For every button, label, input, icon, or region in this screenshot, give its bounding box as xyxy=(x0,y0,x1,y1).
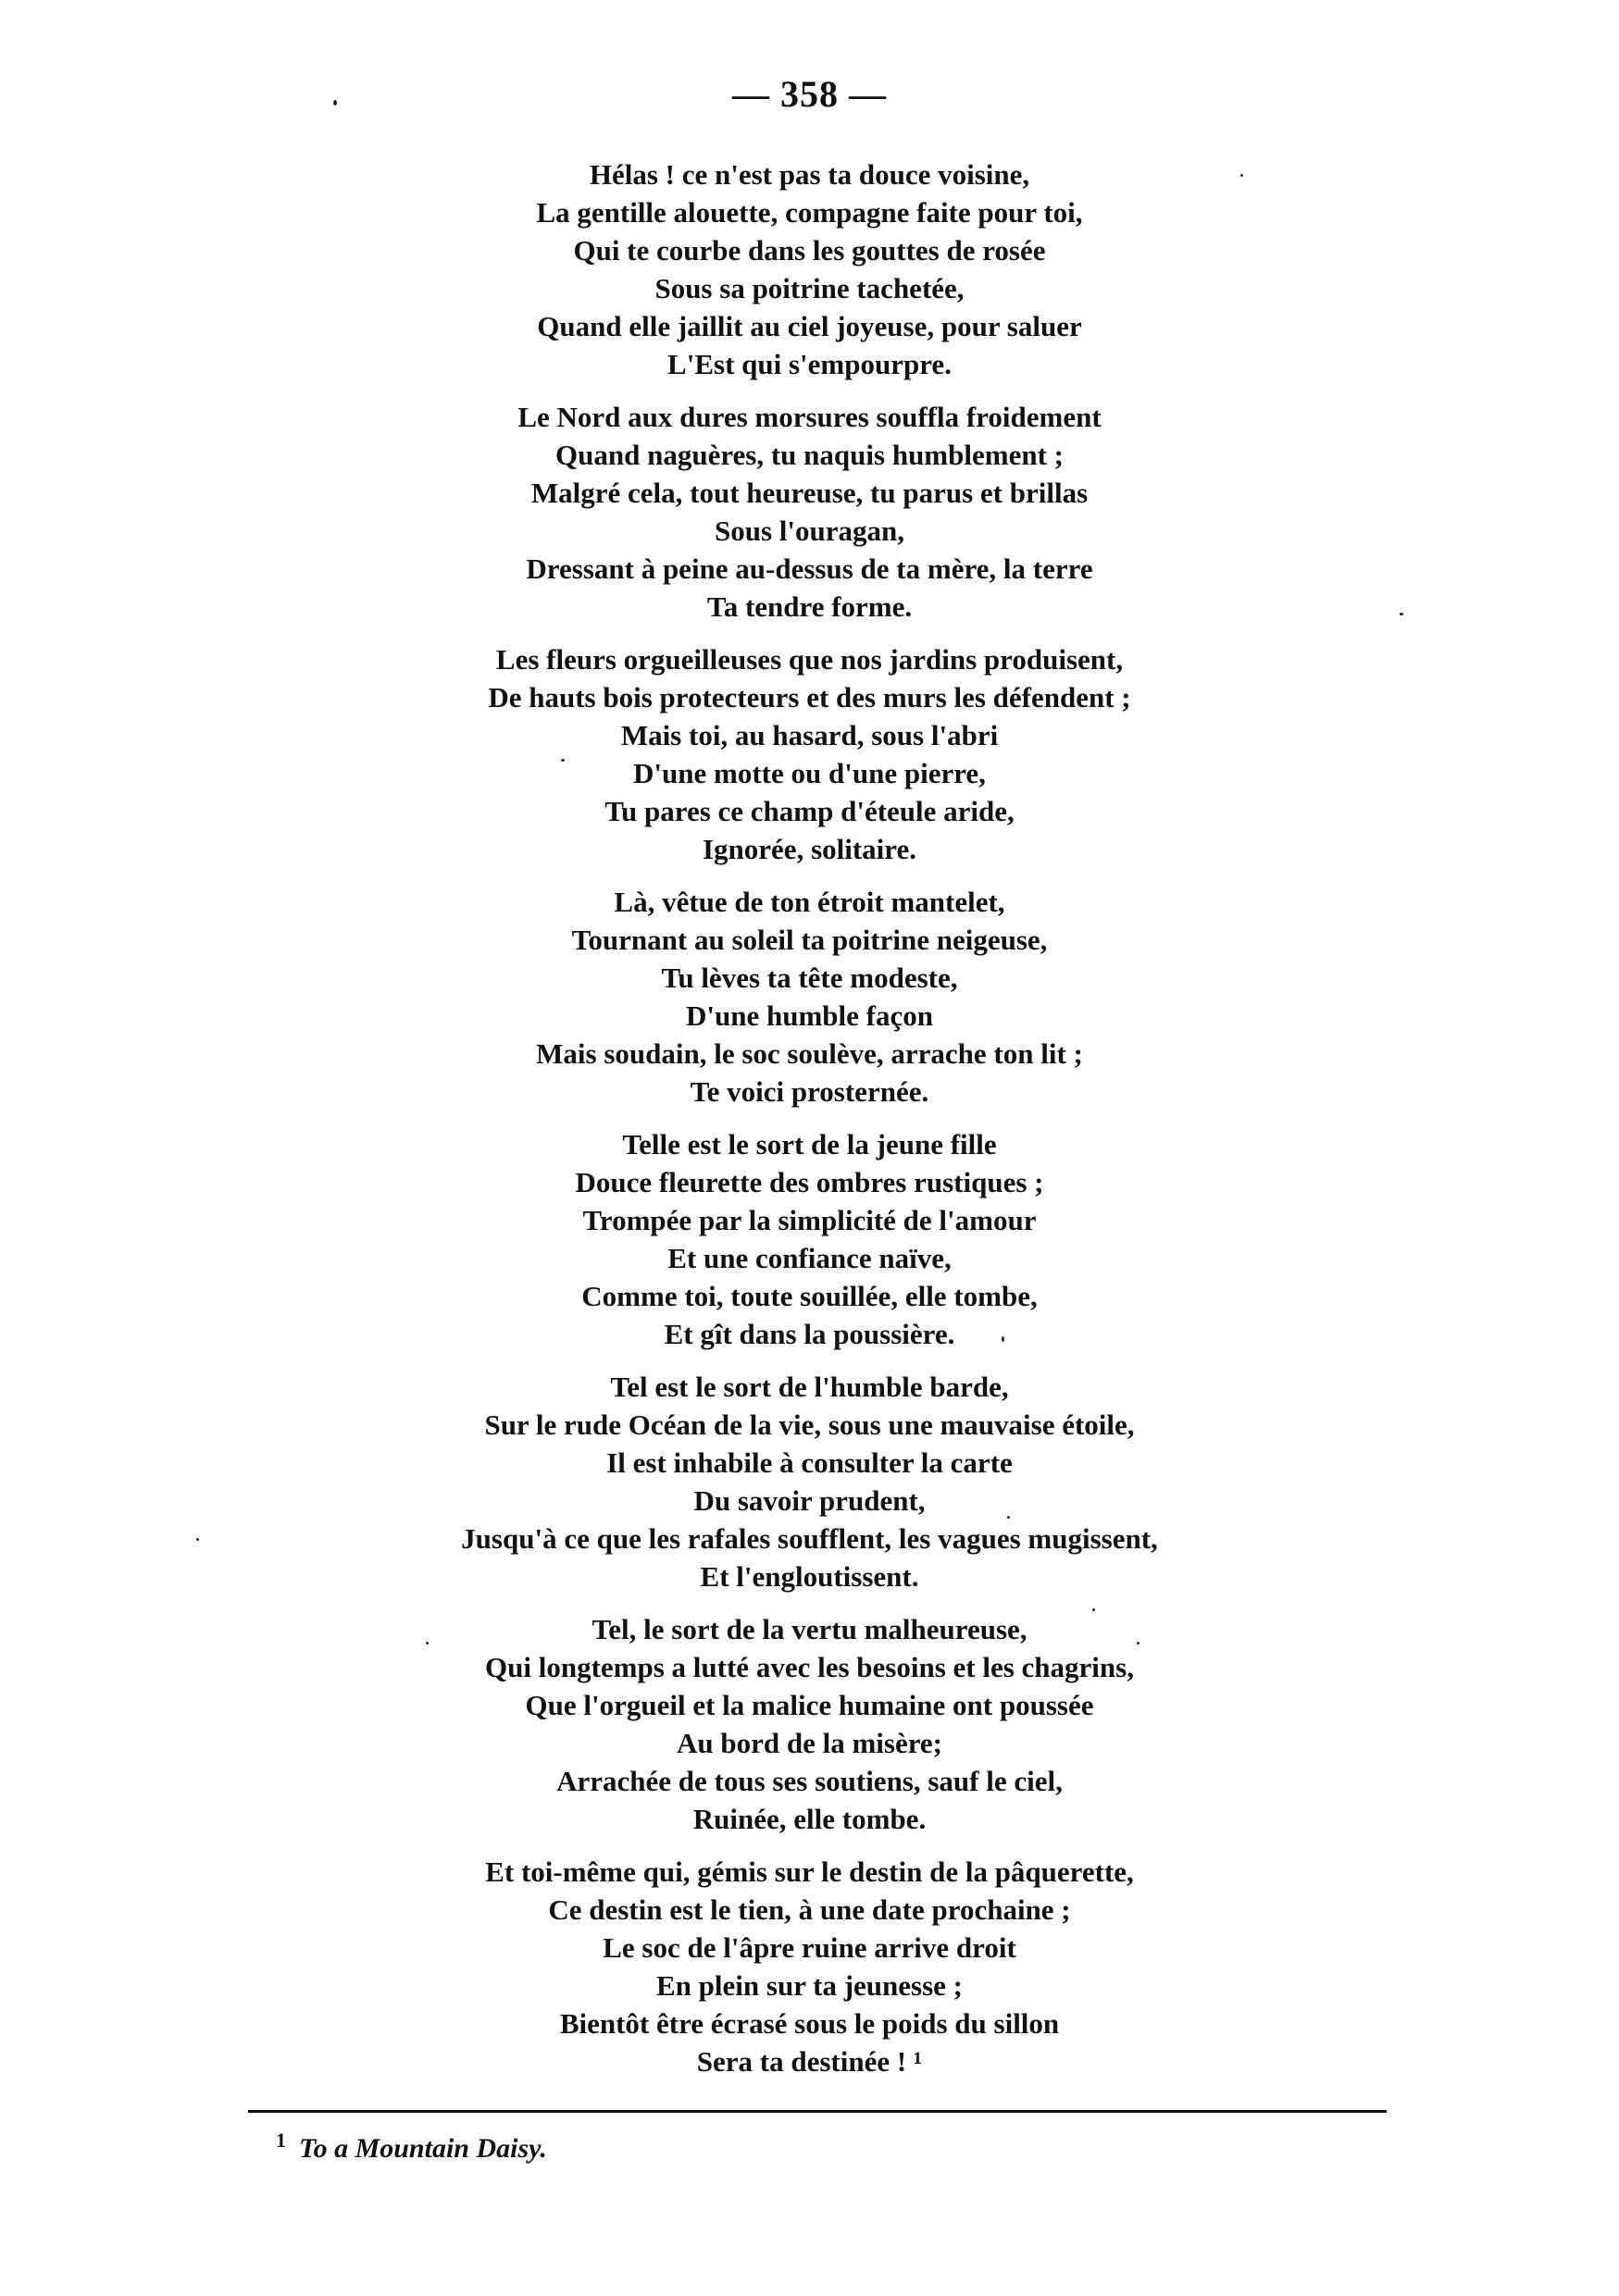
poem-line: Et une confiance naïve, xyxy=(667,1242,952,1274)
poem-line: Jusqu'à ce que les rafales soufflent, les vagues mugissent, xyxy=(461,1522,1158,1555)
poem-line: En plein sur ta jeunesse ; xyxy=(656,1969,963,2002)
poem-line: Sous sa poitrine tachetée, xyxy=(654,272,965,304)
scan-speck xyxy=(333,100,337,105)
poem-line: Ce destin est le tien, à une date prochaine ; xyxy=(548,1893,1071,1926)
poem-line: Et l'engloutissent. xyxy=(700,1560,919,1593)
scan-speck xyxy=(1092,1608,1095,1611)
poem-line: Tu lèves ta tête modeste, xyxy=(661,962,958,994)
footnote-text: To a Mountain Daisy. xyxy=(299,2133,547,2164)
poem-line: Ruinée, elle tombe. xyxy=(692,1803,927,1835)
poem-line: La gentille alouette, compagne faite pour toi, xyxy=(536,196,1083,229)
scan-speck xyxy=(196,1538,199,1541)
poem-line: Tel est le sort de l'humble barde, xyxy=(610,1371,1009,1403)
poem-line: Arrachée de tous ses soutiens, sauf le ciel, xyxy=(556,1765,1063,1797)
poem-line: Tournant au soleil ta poitrine neigeuse, xyxy=(571,924,1048,956)
poem-line: Quand naguères, tu naquis humblement ; xyxy=(555,439,1064,471)
poem-line: Tu pares ce champ d'éteule aride, xyxy=(604,795,1015,827)
page-number: — 358 — xyxy=(732,73,887,115)
stanza-3 xyxy=(0,640,1619,868)
poem-line: Comme toi, toute souillée, elle tombe, xyxy=(581,1280,1038,1312)
poem-line: Mais soudain, le soc soulève, arrache ton lit ; xyxy=(536,1037,1083,1070)
poem-line: Sous l'ouragan, xyxy=(714,515,904,547)
poem-line: Malgré cela, tout heureuse, tu parus et brillas xyxy=(530,477,1089,509)
poem-line: Telle est le sort de la jeune fille xyxy=(622,1128,997,1160)
footnote-marker: 1 xyxy=(276,2128,286,2152)
poem-line: Au bord de la misère; xyxy=(676,1727,943,1759)
poem-line: Ignorée, solitaire. xyxy=(702,833,917,865)
poem-line: Il est inhabile à consulter la carte xyxy=(606,1446,1013,1479)
poem-line: Te voici prosternée. xyxy=(690,1075,929,1108)
poem-line: Douce fleurette des ombres rustiques ; xyxy=(575,1166,1044,1198)
poem-line: Bientôt être écrasé sous le poids du sillon xyxy=(559,2007,1060,2040)
scan-speck xyxy=(1400,613,1403,615)
poem-line: Qui te courbe dans les gouttes de rosée xyxy=(573,234,1046,267)
poem-line: Le Nord aux dures morsures souffla froidement xyxy=(517,401,1102,433)
stanza-1 xyxy=(0,155,1619,383)
poem-line: Dressant à peine au-dessus de ta mère, la terre xyxy=(526,552,1093,585)
poem-line: Et gît dans la poussière. xyxy=(664,1318,955,1350)
poem xyxy=(0,155,1619,2095)
stanza-7 xyxy=(0,1610,1619,1838)
poem-line: Ta tendre forme. xyxy=(706,590,913,623)
poem-line: Le soc de l'âpre ruine arrive droit xyxy=(603,1931,1016,1964)
scan-speck xyxy=(1240,174,1243,177)
poem-line: L'Est qui s'empourpre. xyxy=(667,348,952,380)
poem-line: Les fleurs orgueilleuses que nos jardins produisent, xyxy=(495,643,1124,676)
poem-line: Sera ta destinée ! ¹ xyxy=(696,2045,923,2078)
stanza-4 xyxy=(0,883,1619,1111)
poem-line: Quand elle jaillit au ciel joyeuse, pour saluer xyxy=(537,310,1082,342)
stanza-5 xyxy=(0,1125,1619,1353)
poem-line: Hélas ! ce n'est pas ta douce voisine, xyxy=(589,158,1030,191)
poem-line: Qui longtemps a lutté avec les besoins et les chagrins, xyxy=(485,1651,1134,1683)
poem-line: Trompée par la simplicité de l'amour xyxy=(582,1204,1037,1236)
scan-speck xyxy=(561,759,565,762)
poem-line: Que l'orgueil et la malice humaine ont poussée xyxy=(525,1689,1094,1721)
poem-line: D'une humble façon xyxy=(686,999,933,1032)
poem-line: De hauts bois protecteurs et des murs les défendent ; xyxy=(488,681,1131,714)
footnote-divider xyxy=(248,2110,1387,2113)
poem-line: D'une motte ou d'une pierre, xyxy=(633,757,986,789)
scan-speck xyxy=(1002,1336,1004,1342)
scan-speck xyxy=(1007,1516,1010,1519)
poem-line: Et toi-même qui, gémis sur le destin de la pâquerette, xyxy=(485,1855,1134,1888)
stanza-8 xyxy=(0,1853,1619,2080)
stanza-2 xyxy=(0,398,1619,626)
scan-speck xyxy=(1137,1642,1140,1644)
poem-line: Mais toi, au hasard, sous l'abri xyxy=(620,719,999,751)
poem-line: Tel, le sort de la vertu malheureuse, xyxy=(592,1613,1027,1645)
poem-line: Sur le rude Océan de la vie, sous une mauvaise étoile, xyxy=(484,1409,1135,1441)
stanza-6 xyxy=(0,1368,1619,1595)
footnote xyxy=(276,2128,547,2165)
scan-speck xyxy=(426,1642,429,1644)
poem-line: Du savoir prudent, xyxy=(693,1484,926,1517)
poem-line: Là, vêtue de ton étroit mantelet, xyxy=(614,886,1005,918)
